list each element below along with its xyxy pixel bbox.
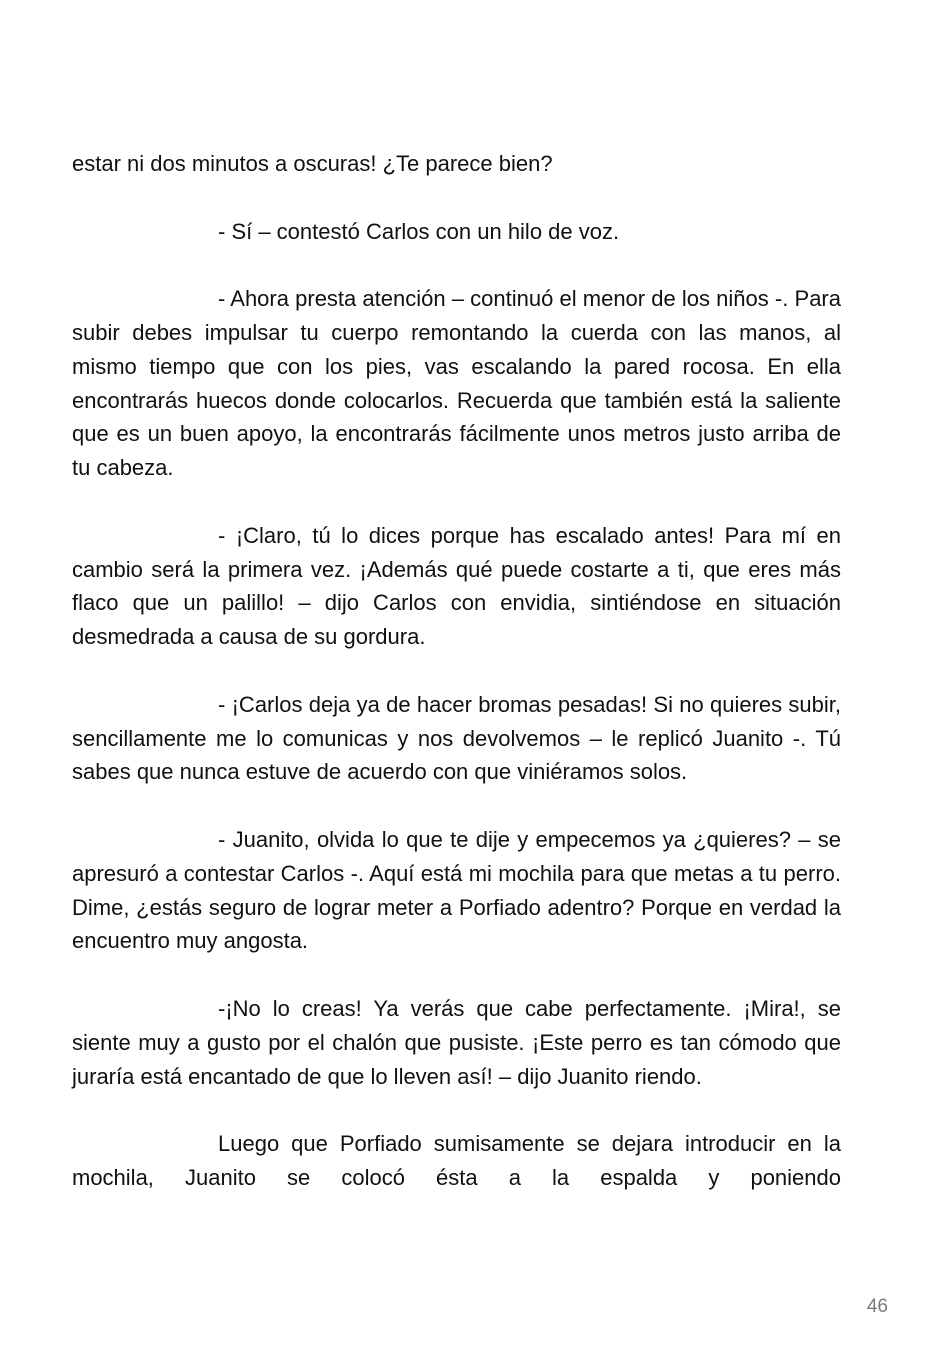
paragraph-3: - Ahora presta atención – continuó el menor de los niños -. Para subir debes impulsar tu cuerpo remontando la cuerda con las manos, al mismo tiempo que con los pies, vas escalando la pared rocosa. En ella encontrarás huecos donde colocarlos. Recuerda que también está la saliente que es un buen apoyo, la encontrarás fácilmente unos metros justo arriba de tu cabeza. xyxy=(72,286,841,481)
paragraph-4: - ¡Claro, tú lo dices porque has escalado antes! Para mí en cambio será la primera vez. ¡Además qué puede costarte a ti, que eres más flaco que un palillo! – dijo Carlos con envidia, sintiéndose en situación desmedrada a causa de su gordura. xyxy=(72,522,841,650)
paragraph-1: estar ni dos minutos a oscuras! ¿Te parece bien? xyxy=(72,151,553,176)
body-text xyxy=(72,147,841,1195)
paragraph-5: - ¡Carlos deja ya de hacer bromas pesadas! Si no quieres subir, sencillamente me lo comunicas y nos devolvemos – le replicó Juanito -. Tú sabes que nunca estuve de acuerdo con que viniéramos solos. xyxy=(72,691,841,785)
page-number: 46 xyxy=(866,1296,888,1317)
paragraph-6: - Juanito, olvida lo que te dije y empecemos ya ¿quieres? – se apresuró a contestar Carlos -. Aquí está mi mochila para que metas a tu perro. Dime, ¿estás seguro de lograr meter a Porfiado adentro? Porque en verdad la encuentro muy angosta. xyxy=(72,826,841,954)
paragraph-8: Luego que Porfiado sumisamente se dejara introducir en la mochila, Juanito se colocó ésta a la espalda y poniendo xyxy=(72,1131,841,1190)
paragraph-2: - Sí – contestó Carlos con un hilo de voz. xyxy=(218,218,620,244)
paragraph-7: -¡No lo creas! Ya verás que cabe perfectamente. ¡Mira!, se siente muy a gusto por el chalón que pusiste. ¡Este perro es tan cómodo que juraría está encantado de que lo lleven así! – dijo Juanito riendo. xyxy=(72,995,841,1089)
